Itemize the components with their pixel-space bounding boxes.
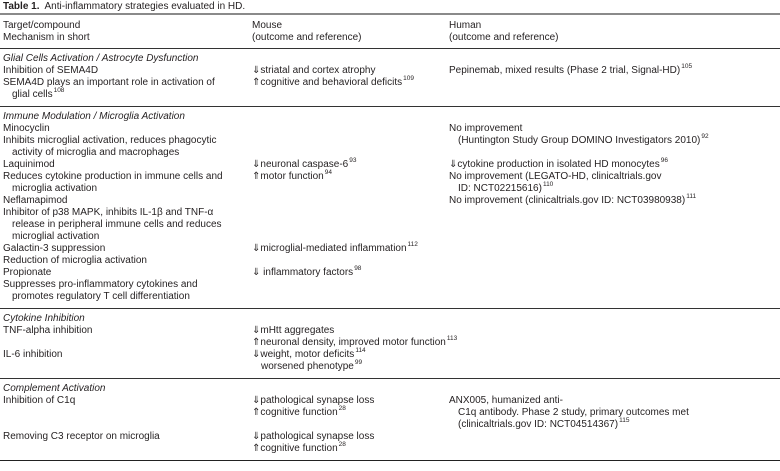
cell-text: Inhibition of SEMA4D <box>3 65 99 76</box>
table-row <box>0 243 780 267</box>
cell-text: Neflamapimod <box>3 195 68 206</box>
cell-text: Removing C3 receptor on microglia <box>3 431 160 442</box>
cell-text: Human <box>449 20 482 31</box>
cell-text: ⇓mHtt aggregates <box>252 325 335 336</box>
cell-line <box>3 123 250 135</box>
cell-line <box>3 89 250 101</box>
cell-text: ID: NCT02215616) <box>458 183 542 194</box>
cell-text: ⇓neuronal caspase-6 <box>252 159 349 170</box>
reference-superscript: 115 <box>619 417 630 424</box>
mouse-outcome-cell <box>250 395 447 431</box>
cell-text: microglial activation <box>12 231 100 242</box>
cell-text: ⇓ inflammatory factors <box>252 267 354 278</box>
cell-text: microglia activation <box>12 183 98 194</box>
cell-line <box>252 325 447 337</box>
cell-text: promotes regulatory T cell differentiation <box>12 291 190 302</box>
table-header <box>0 13 780 49</box>
cell-line <box>252 395 447 407</box>
target-mechanism-cell <box>0 267 250 303</box>
cell-line <box>449 32 780 44</box>
reference-superscript: 113 <box>446 335 458 342</box>
mouse-outcome-cell <box>250 65 447 101</box>
cell-line <box>252 267 447 279</box>
reference-superscript: 110 <box>542 181 554 188</box>
reference-superscript: 96 <box>660 157 668 164</box>
table-row <box>0 267 780 303</box>
cell-line <box>449 135 780 147</box>
header-mouse-outcome <box>250 20 447 44</box>
mouse-outcome-cell <box>250 123 447 159</box>
table-row <box>0 431 780 455</box>
target-mechanism-cell <box>0 65 250 101</box>
cell-line <box>252 349 447 361</box>
cell-line <box>3 77 250 89</box>
cell-line <box>3 231 250 243</box>
cell-line <box>3 159 250 171</box>
cell-text: (Huntington Study Group DOMINO Investigators 2010) <box>458 135 701 146</box>
table-row <box>0 395 780 431</box>
table-section <box>0 107 780 309</box>
human-outcome-cell <box>447 195 780 243</box>
cell-text: No improvement (LEGATO-HD, clinicaltrials.gov <box>449 171 662 182</box>
cell-line <box>252 171 447 183</box>
table-row <box>0 159 780 195</box>
cell-line <box>252 243 447 255</box>
cell-text: No improvement (clinicaltrials.gov ID: NCT03980938) <box>449 195 686 206</box>
mouse-outcome-cell <box>250 195 447 243</box>
header-target-mechanism <box>0 20 250 44</box>
cell-line <box>449 123 780 135</box>
target-mechanism-cell <box>0 243 250 267</box>
cell-text: ANX005, humanized anti- <box>449 395 563 406</box>
target-mechanism-cell <box>0 159 250 195</box>
cell-line <box>3 195 250 207</box>
cell-text: ⇑neuronal density, improved motor function <box>252 337 446 348</box>
cell-text: Pepinemab, mixed results (Phase 2 trial, Signal-HD) <box>449 65 681 76</box>
cell-line <box>3 219 250 231</box>
reference-superscript: 105 <box>681 63 693 70</box>
human-outcome-cell <box>447 123 780 159</box>
cell-text: ⇓striatal and cortex atrophy <box>252 65 376 76</box>
mouse-outcome-cell <box>250 267 447 303</box>
cell-text: Inhibits microglial activation, reduces phagocytic <box>3 135 217 146</box>
cell-text: C1q antibody. Phase 2 study, primary outcomes met <box>458 407 689 418</box>
target-mechanism-cell <box>0 325 250 349</box>
cell-text: ⇓weight, motor deficits <box>252 349 355 360</box>
cell-line <box>3 279 250 291</box>
cell-text: Reduction of microglia activation <box>3 255 147 266</box>
mouse-outcome-cell <box>250 243 447 267</box>
cell-line <box>449 395 780 407</box>
cell-text: Mechanism in short <box>3 32 90 43</box>
human-outcome-cell <box>447 65 780 101</box>
cell-line <box>3 255 250 267</box>
cell-text: Propionate <box>3 267 52 278</box>
cell-line <box>3 171 250 183</box>
table-row <box>0 65 780 101</box>
cell-line <box>3 395 250 407</box>
cell-line <box>252 77 447 89</box>
cell-text: release in peripheral immune cells and reduces <box>12 219 222 230</box>
table-label: Table 1. <box>3 1 40 12</box>
cell-text: Inhibition of C1q <box>3 395 76 406</box>
table-section <box>0 49 780 107</box>
reference-superscript: 92 <box>701 133 709 140</box>
cell-line <box>3 183 250 195</box>
section-title: Glial Cells Activation / Astrocyte Dysfunction <box>3 53 199 64</box>
human-outcome-cell <box>447 349 780 373</box>
reference-superscript: 98 <box>354 265 362 272</box>
table-section <box>0 379 780 461</box>
anti-inflammatory-table <box>0 13 780 461</box>
cell-line <box>252 335 458 349</box>
reference-superscript: 111 <box>686 193 697 200</box>
cell-line <box>3 267 250 279</box>
table-row <box>0 195 780 243</box>
human-outcome-cell <box>447 267 780 303</box>
reference-superscript: 109 <box>403 75 414 82</box>
reference-superscript: 28 <box>338 441 346 448</box>
mouse-outcome-cell <box>250 431 447 455</box>
reference-superscript: 99 <box>354 359 363 366</box>
section-title: Cytokine Inhibition <box>3 313 85 324</box>
section-title: Immune Modulation / Microglia Activation <box>3 111 185 122</box>
table-title: Anti-inflammatory strategies evaluated in HD. <box>44 1 246 12</box>
cell-line <box>3 65 250 77</box>
cell-text: TNF-alpha inhibition <box>3 325 93 336</box>
cell-line <box>449 171 780 183</box>
table-row <box>0 325 780 349</box>
cell-line <box>252 431 447 443</box>
cell-text: Inhibitor of p38 MAPK, inhibits IL-1β and TNF-α <box>3 207 214 218</box>
cell-text: (outcome and reference) <box>252 32 362 43</box>
cell-text: ⇑motor function <box>252 171 324 182</box>
table-caption <box>3 1 245 13</box>
header-human-outcome <box>447 20 780 44</box>
cell-line <box>3 291 250 303</box>
cell-text: ⇑cognitive function <box>252 407 338 418</box>
cell-line <box>3 32 250 44</box>
cell-line <box>3 349 250 361</box>
human-outcome-cell <box>447 431 780 455</box>
cell-text: ⇓microglial-mediated inflammation <box>252 243 407 254</box>
reference-superscript: 93 <box>349 157 357 164</box>
cell-text: Reduces cytokine production in immune cells and <box>3 171 223 182</box>
cell-text: glial cells <box>12 89 53 100</box>
cell-line <box>3 325 250 337</box>
table-section <box>0 309 780 379</box>
section-title: Complement Activation <box>3 383 106 394</box>
cell-line <box>449 20 780 32</box>
cell-text: Galactin-3 suppression <box>3 243 106 254</box>
cell-line <box>449 407 780 419</box>
reference-superscript: 28 <box>338 405 346 412</box>
cell-line <box>252 443 447 455</box>
cell-text: (outcome and reference) <box>449 32 559 43</box>
mouse-outcome-cell <box>250 349 447 373</box>
cell-text: No improvement <box>449 123 523 134</box>
human-outcome-cell <box>447 325 780 349</box>
cell-line <box>3 431 250 443</box>
cell-text: Minocyclin <box>3 123 50 134</box>
cell-line <box>3 147 250 159</box>
cell-line <box>252 20 447 32</box>
cell-text: SEMA4D plays an important role in activation of <box>3 77 215 88</box>
cell-line <box>3 20 250 32</box>
reference-superscript: 112 <box>407 241 418 248</box>
target-mechanism-cell <box>0 431 250 455</box>
reference-superscript: 108 <box>53 87 65 94</box>
mouse-outcome-cell <box>250 325 458 349</box>
cell-text: ⇑cognitive function <box>252 443 338 454</box>
table-row <box>0 123 780 159</box>
cell-text: ⇓cytokine production in isolated HD monocytes <box>449 159 660 170</box>
cell-text: activity of microglia and macrophages <box>12 147 180 158</box>
header-row <box>0 20 780 44</box>
cell-text: Mouse <box>252 20 283 31</box>
cell-line <box>449 159 780 171</box>
cell-line <box>3 135 250 147</box>
cell-line <box>252 159 447 171</box>
cell-text: ⇓pathological synapse loss <box>252 431 375 442</box>
reference-superscript: 114 <box>355 347 366 354</box>
target-mechanism-cell <box>0 123 250 159</box>
cell-line <box>252 32 447 44</box>
target-mechanism-cell <box>0 349 250 373</box>
reference-superscript: 94 <box>324 169 332 176</box>
cell-text: Suppresses pro-inflammatory cytokines and <box>3 279 198 290</box>
human-outcome-cell <box>447 243 780 267</box>
cell-line <box>252 407 447 419</box>
cell-line <box>449 195 780 207</box>
mouse-outcome-cell <box>250 159 447 195</box>
human-outcome-cell <box>447 395 780 431</box>
cell-text: (clinicaltrials.gov ID: NCT04514367) <box>458 419 619 430</box>
table-row <box>0 349 780 373</box>
human-outcome-cell <box>447 159 780 195</box>
cell-line <box>449 65 780 77</box>
target-mechanism-cell <box>0 195 250 243</box>
cell-text: worsened phenotype <box>261 361 354 372</box>
cell-line <box>3 243 250 255</box>
cell-text: ⇑cognitive and behavioral deficits <box>252 77 403 88</box>
cell-text: IL-6 inhibition <box>3 349 63 360</box>
cell-line <box>3 207 250 219</box>
cell-line <box>252 65 447 77</box>
cell-text: Target/compound <box>3 20 81 31</box>
target-mechanism-cell <box>0 395 250 431</box>
cell-line <box>449 419 780 431</box>
cell-line <box>449 183 780 195</box>
cell-line <box>252 361 447 373</box>
cell-text: ⇓pathological synapse loss <box>252 395 375 406</box>
cell-text: Laquinimod <box>3 159 55 170</box>
